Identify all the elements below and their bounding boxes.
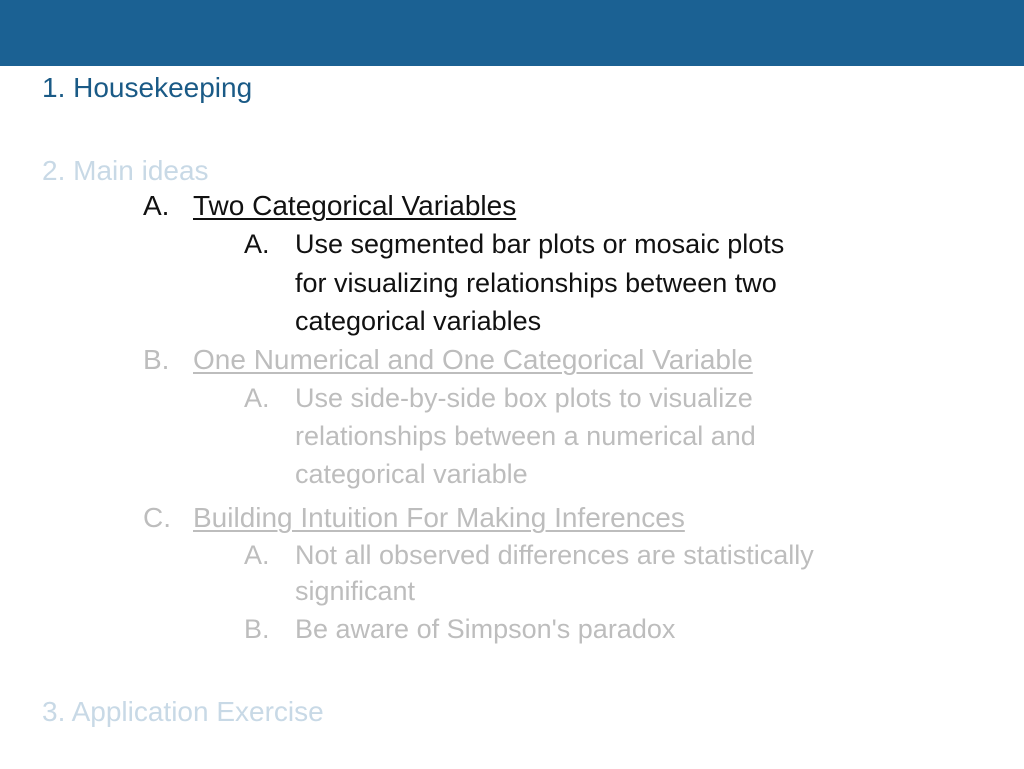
section-number: 3. xyxy=(42,696,66,727)
subitem-line: categorical variable xyxy=(295,459,528,489)
subitem-line: significant xyxy=(295,576,416,606)
subitem-line: for visualizing relationships between two xyxy=(295,268,777,298)
item-marker: A. xyxy=(143,190,170,221)
section-housekeeping xyxy=(42,74,252,102)
subitem-marker: A. xyxy=(244,229,270,259)
section-label: Main ideas xyxy=(73,155,209,186)
section-application-exercise xyxy=(42,698,324,726)
subitem-line: relationships between a numerical and xyxy=(295,421,756,451)
section-number: 1. xyxy=(42,72,66,103)
item-marker: C. xyxy=(143,502,171,533)
subitem-marker: B. xyxy=(244,614,270,644)
item-marker: B. xyxy=(143,344,170,375)
subitem-line: Use segmented bar plots or mosaic plots xyxy=(295,229,785,259)
subitem-line: categorical variables xyxy=(295,306,542,336)
subitem-line: Not all observed differences are statistically xyxy=(295,540,814,570)
section-label: Housekeeping xyxy=(73,72,253,103)
subitem-line: Use side-by-side box plots to visualize xyxy=(295,383,753,413)
section-label: Application Exercise xyxy=(71,696,324,727)
header-bar xyxy=(0,0,1024,66)
section-number: 2. xyxy=(42,155,66,186)
item-label: Two Categorical Variables xyxy=(193,190,517,221)
item-label: One Numerical and One Categorical Variable xyxy=(193,344,753,375)
subitem-line: Be aware of Simpson's paradox xyxy=(295,614,676,644)
item-label: Building Intuition For Making Inferences xyxy=(193,502,685,533)
section-main-ideas xyxy=(42,157,209,185)
subitem-marker: A. xyxy=(244,383,270,413)
subitem-marker: A. xyxy=(244,540,270,570)
